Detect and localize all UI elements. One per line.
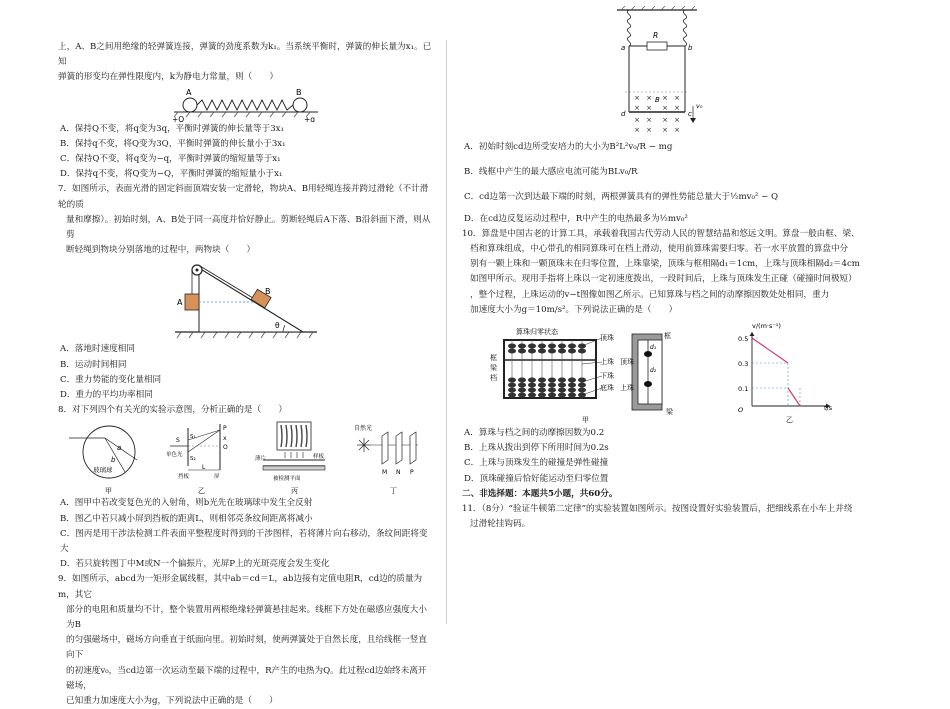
q6-option-b: B．保持q不变，将Q变为3Q，平衡时弹簧的伸长量小于3x₁: [60, 138, 286, 149]
q6-stem-line1: 上，A、B之间用绝缘的轻弹簧连接，弹簧的劲度系数为k₁。当系统平衡时，弹簧的伸长量为x₁。已知: [58, 42, 432, 68]
q8-label-s1: S₁: [189, 434, 196, 441]
svg-text:×: ×: [674, 116, 680, 124]
q10-option-d: D．顶珠碰撞后恰好能运动至归零位置: [464, 473, 609, 484]
q6-option-c: C．保持Q不变，将q变为−q，平衡时弹簧的缩短量等于x₁: [60, 154, 281, 165]
q10-label-upperbead: 上珠: [620, 384, 634, 393]
q7-incline-figure: [171, 258, 321, 342]
q8-label-baffle: 挡板: [177, 474, 189, 481]
q8-label-yi: 乙: [197, 487, 205, 496]
q6-spring-figure: [166, 86, 326, 122]
q10-label-tlabel: t/s: [824, 404, 833, 413]
q7-option-b: B．运动时间相同: [60, 359, 127, 370]
q10-stem-line1: 10．算盘是中国古老的计算工具，承载着我国古代劳动人民的智慧结晶和悠远文明。算盘一般由框、梁、: [462, 228, 860, 239]
q8-label-bing: 丙: [291, 487, 299, 496]
vt-segment-2: [788, 388, 800, 406]
q10-option-a: A．算珠与档之间的动摩擦因数为0.2: [464, 428, 605, 439]
q9-stem-line2: 部分的电阻和质量均不计，整个装置用两根绝缘轻弹簧悬挂起来。线框下方处在磁感应强度大小为B: [66, 604, 427, 631]
q10-label-title: 算珠归零状态: [516, 328, 558, 337]
q6-label-a: A: [185, 87, 191, 97]
q11-stem-line1: 11．（8分）“验证牛顿第二定律”的实验装置如图所示。按图设置好实验装置后，把细线系在小车上并绕: [462, 504, 853, 515]
q10-label-top: 顶珠: [600, 334, 614, 343]
q9-frame-figure: [607, 6, 717, 140]
q9-label-a: a: [621, 44, 626, 52]
q7-stem-line3: 断轻绳到物块分别落地的过程中，两物块（ ）: [66, 245, 256, 256]
q7-stem-line2: 量和摩擦）。初始时刻，A、B处于同一高度并恰好静止。剪断轻绳后A下落、B沿斜面下滑，则从剪: [66, 214, 431, 241]
q10-label-jia: 甲: [582, 416, 589, 425]
q8-figure-row: [58, 418, 433, 496]
q9-label-b: b: [688, 44, 693, 52]
q6-label-q2: +q: [303, 114, 315, 122]
q8-option-a: A．图甲中若改变复色光的入射角，则b光先在玻璃球中发生全反射: [60, 498, 313, 509]
q10-label-bottom: 底珠: [600, 384, 614, 393]
q6-option-d: D．保持q不变，将Q变为−Q，平衡时弹簧的缩短量小于x₁: [60, 169, 283, 180]
q10-figure-row: [462, 318, 862, 426]
q8-label-m: M: [382, 469, 388, 477]
q8-label-b: b: [110, 456, 116, 465]
svg-text:×: ×: [662, 126, 668, 134]
q8-label-l: L: [201, 464, 206, 472]
q10-tick-05: 0.5: [738, 335, 749, 344]
q8-label-o: O: [222, 444, 228, 452]
q9-option-c: C．cd边第一次到达最下端的时刻，两根弹簧具有的弹性势能总量大于½mv₀² − Q: [464, 192, 779, 203]
q10-label-topbead: 顶珠: [620, 358, 634, 367]
q9-label-b-field: B: [655, 96, 660, 104]
q10-stem-line6: 加速度大小为g＝10m/s²。下列说法正确的是（ ）: [470, 304, 678, 315]
svg-text:×: ×: [662, 94, 668, 102]
q9-stem-line1: 9．如图所示，abcd为一矩形金属线框，其中ab＝cd＝L，ab边接有定值电阻R，cd边的质量为m，其它: [58, 574, 423, 600]
q8-label-ding: 丁: [390, 487, 398, 496]
q7-label-theta: θ: [274, 321, 280, 331]
q8-label-a: a: [116, 444, 121, 453]
q8-figure-bing: [255, 420, 335, 496]
q10-stem-line4: 如图甲所示。现用手指将上珠以一定初速度拨出，一段时间后，上珠与顶珠发生正碰（碰撞时间极短）: [470, 274, 857, 285]
q10-label-beam: 梁: [490, 364, 497, 373]
q8-label-screen: 屏: [213, 474, 220, 481]
q10-label-kuang: 框: [664, 332, 671, 341]
q10-option-b: B．上珠从拨出到停下所用时间为0.2s: [464, 443, 609, 454]
q8-label-jia: 甲: [104, 487, 112, 496]
q8-stem: 8．对下列四个有关光的实验示意图，分析正确的是（ ）: [58, 405, 287, 416]
q8-label-sample: 样板: [313, 454, 325, 461]
q10-label-vlabel: v/(m·s⁻¹): [752, 322, 781, 331]
right-column: [462, 31, 862, 532]
q10-label-rod: 档: [490, 374, 497, 383]
q10-label-origin: O: [738, 406, 744, 415]
q10-label-liang: 梁: [666, 408, 673, 417]
svg-text:×: ×: [634, 104, 640, 112]
q8-option-d: D．若只旋转图丁中M或N一个偏振片，光屏P上的光斑亮度会发生变化: [60, 559, 330, 570]
q8-option-c: C．图丙是用干涉法检测工件表面平整程度时得到的干涉图样，若将薄片向右移动，条纹间距将变大: [60, 528, 428, 555]
q8-figure-yi: [166, 420, 238, 496]
q6-label-b: B: [295, 87, 301, 97]
q8-label-pp: P: [410, 469, 414, 477]
svg-text:×: ×: [674, 104, 680, 112]
svg-text:×: ×: [634, 126, 640, 134]
svg-text:×: ×: [662, 104, 668, 112]
q10-label-upper: 上珠: [600, 358, 614, 367]
svg-text:×: ×: [646, 126, 652, 134]
q7-option-a: A．落地时速度相同: [60, 344, 135, 355]
q10-stem-line2: 档和算珠组成，中心带孔的相同算珠可在档上滑动，使用前算珠需要归零。若一水平放置的算盘中分: [470, 244, 849, 255]
svg-text:×: ×: [634, 94, 640, 102]
section-2-heading: 二、非选择题：本题共5小题，共60分。: [462, 488, 618, 499]
q9-option-b: B．线框中产生的最大感应电流可能为BLv₀/R: [464, 167, 638, 178]
svg-text:×: ×: [646, 94, 652, 102]
q10-label-yi: 乙: [786, 416, 793, 425]
q10-option-c: C．上珠与顶珠发生的碰撞是弹性碰撞: [464, 458, 609, 469]
q8-label-tested: 被检测平面: [273, 476, 301, 483]
column-divider: [446, 40, 447, 624]
svg-text:×: ×: [674, 94, 680, 102]
svg-text:×: ×: [634, 116, 640, 124]
q10-label-frame: 框: [490, 354, 497, 363]
q10-abacus-figure: [482, 320, 682, 426]
svg-text:×: ×: [646, 104, 652, 112]
q8-label-mono: 单色光: [165, 452, 183, 459]
q6-stem-line2: 弹簧的形变均在弹性限度内，k为静电力常量，则（ ）: [58, 72, 279, 83]
svg-text:×: ×: [662, 116, 668, 124]
q10-label-d2: d₂: [650, 367, 657, 375]
q8-label-p: P: [222, 425, 227, 433]
q8-label-thin: 薄片: [255, 456, 267, 463]
q9-stem-line4: 的初速度v₀，当cd边第一次运动至最下端的过程中，R产生的电热为Q。此过程cd边始终未离开磁场，: [66, 665, 427, 691]
q7-option-c: C．重力势能的变化量相同: [60, 374, 162, 385]
q9-option-d: D．在cd边反复运动过程中，R中产生的电热最多为½mv₀²: [464, 213, 688, 224]
svg-text:×: ×: [646, 116, 652, 124]
q8-label-n: N: [396, 469, 401, 477]
q8-label-glass: 玻璃球: [92, 466, 113, 475]
q9-label-c: c: [688, 110, 692, 118]
q9-label-d: d: [621, 110, 626, 118]
q8-label-natural: 自然光: [354, 425, 373, 433]
q9-option-a: A．初始时刻cd边所受安培力的大小为B²L²v₀/R − mg: [464, 142, 673, 152]
vt-y-arrow: [750, 332, 755, 336]
q7-option-d: D．重力的平均功率相同: [60, 390, 153, 401]
q10-tick-03: 0.3: [738, 360, 749, 369]
svg-text:×: ×: [674, 126, 680, 134]
left-column: [58, 40, 433, 709]
q10-label-lower: 下珠: [600, 372, 614, 381]
vt-segment-1: [752, 338, 788, 363]
q10-tick-01: 0.1: [738, 385, 749, 394]
q8-label-s2: S₂: [189, 456, 196, 463]
q9-label-r: R: [653, 31, 659, 40]
q10-vt-chart: [722, 320, 842, 426]
q7-stem-line1: 7．如图所示，表面光滑的固定斜面顶端安装一定滑轮，物块A、B用轻绳连接并跨过滑轮（不计滑轮的质: [58, 184, 429, 210]
q10-stem-line3: 别有一颗上珠和一颗顶珠未在归零位置，上珠靠梁，顶珠与框相隔d₁＝1cm，上珠与顶珠相隔d₂＝4cm: [470, 259, 860, 270]
q9-stem-line3: 的匀强磁场中，磁场方向垂直于纸面向里。初始时刻，使两弹簧处于自然长度，且给线框一竖直向下: [66, 635, 427, 661]
q6-label-q1: +Q: [171, 114, 184, 122]
q8-option-b: B．图乙中若只减小屏到挡板的距离L，则相邻亮条纹间距离将减小: [60, 513, 313, 524]
q8-figure-jia: [67, 420, 149, 496]
q9-label-v0: v₀: [696, 102, 703, 110]
q10-stem-line5: ，整个过程，上珠运动的v−t图像如图乙所示。已知算珠与档之间的动摩擦因数处处相同，重力: [470, 289, 830, 300]
q8-label-x: x: [222, 435, 227, 443]
q7-label-a: A: [176, 298, 182, 308]
q10-label-d1: d₁: [650, 344, 657, 352]
q11-stem-line2: 过滑轮挂钩码。: [470, 519, 531, 530]
q8-label-s: S: [175, 437, 180, 445]
q6-option-a: A．保持Q不变，将q变为3q，平衡时弹簧的伸长量等于3x₁: [60, 123, 284, 134]
q8-figure-ding: [352, 420, 424, 496]
q7-label-b: B: [264, 287, 270, 297]
q9-stem-line5: 已知重力加速度大小为g，下列说法中正确的是（ ）: [66, 696, 278, 707]
